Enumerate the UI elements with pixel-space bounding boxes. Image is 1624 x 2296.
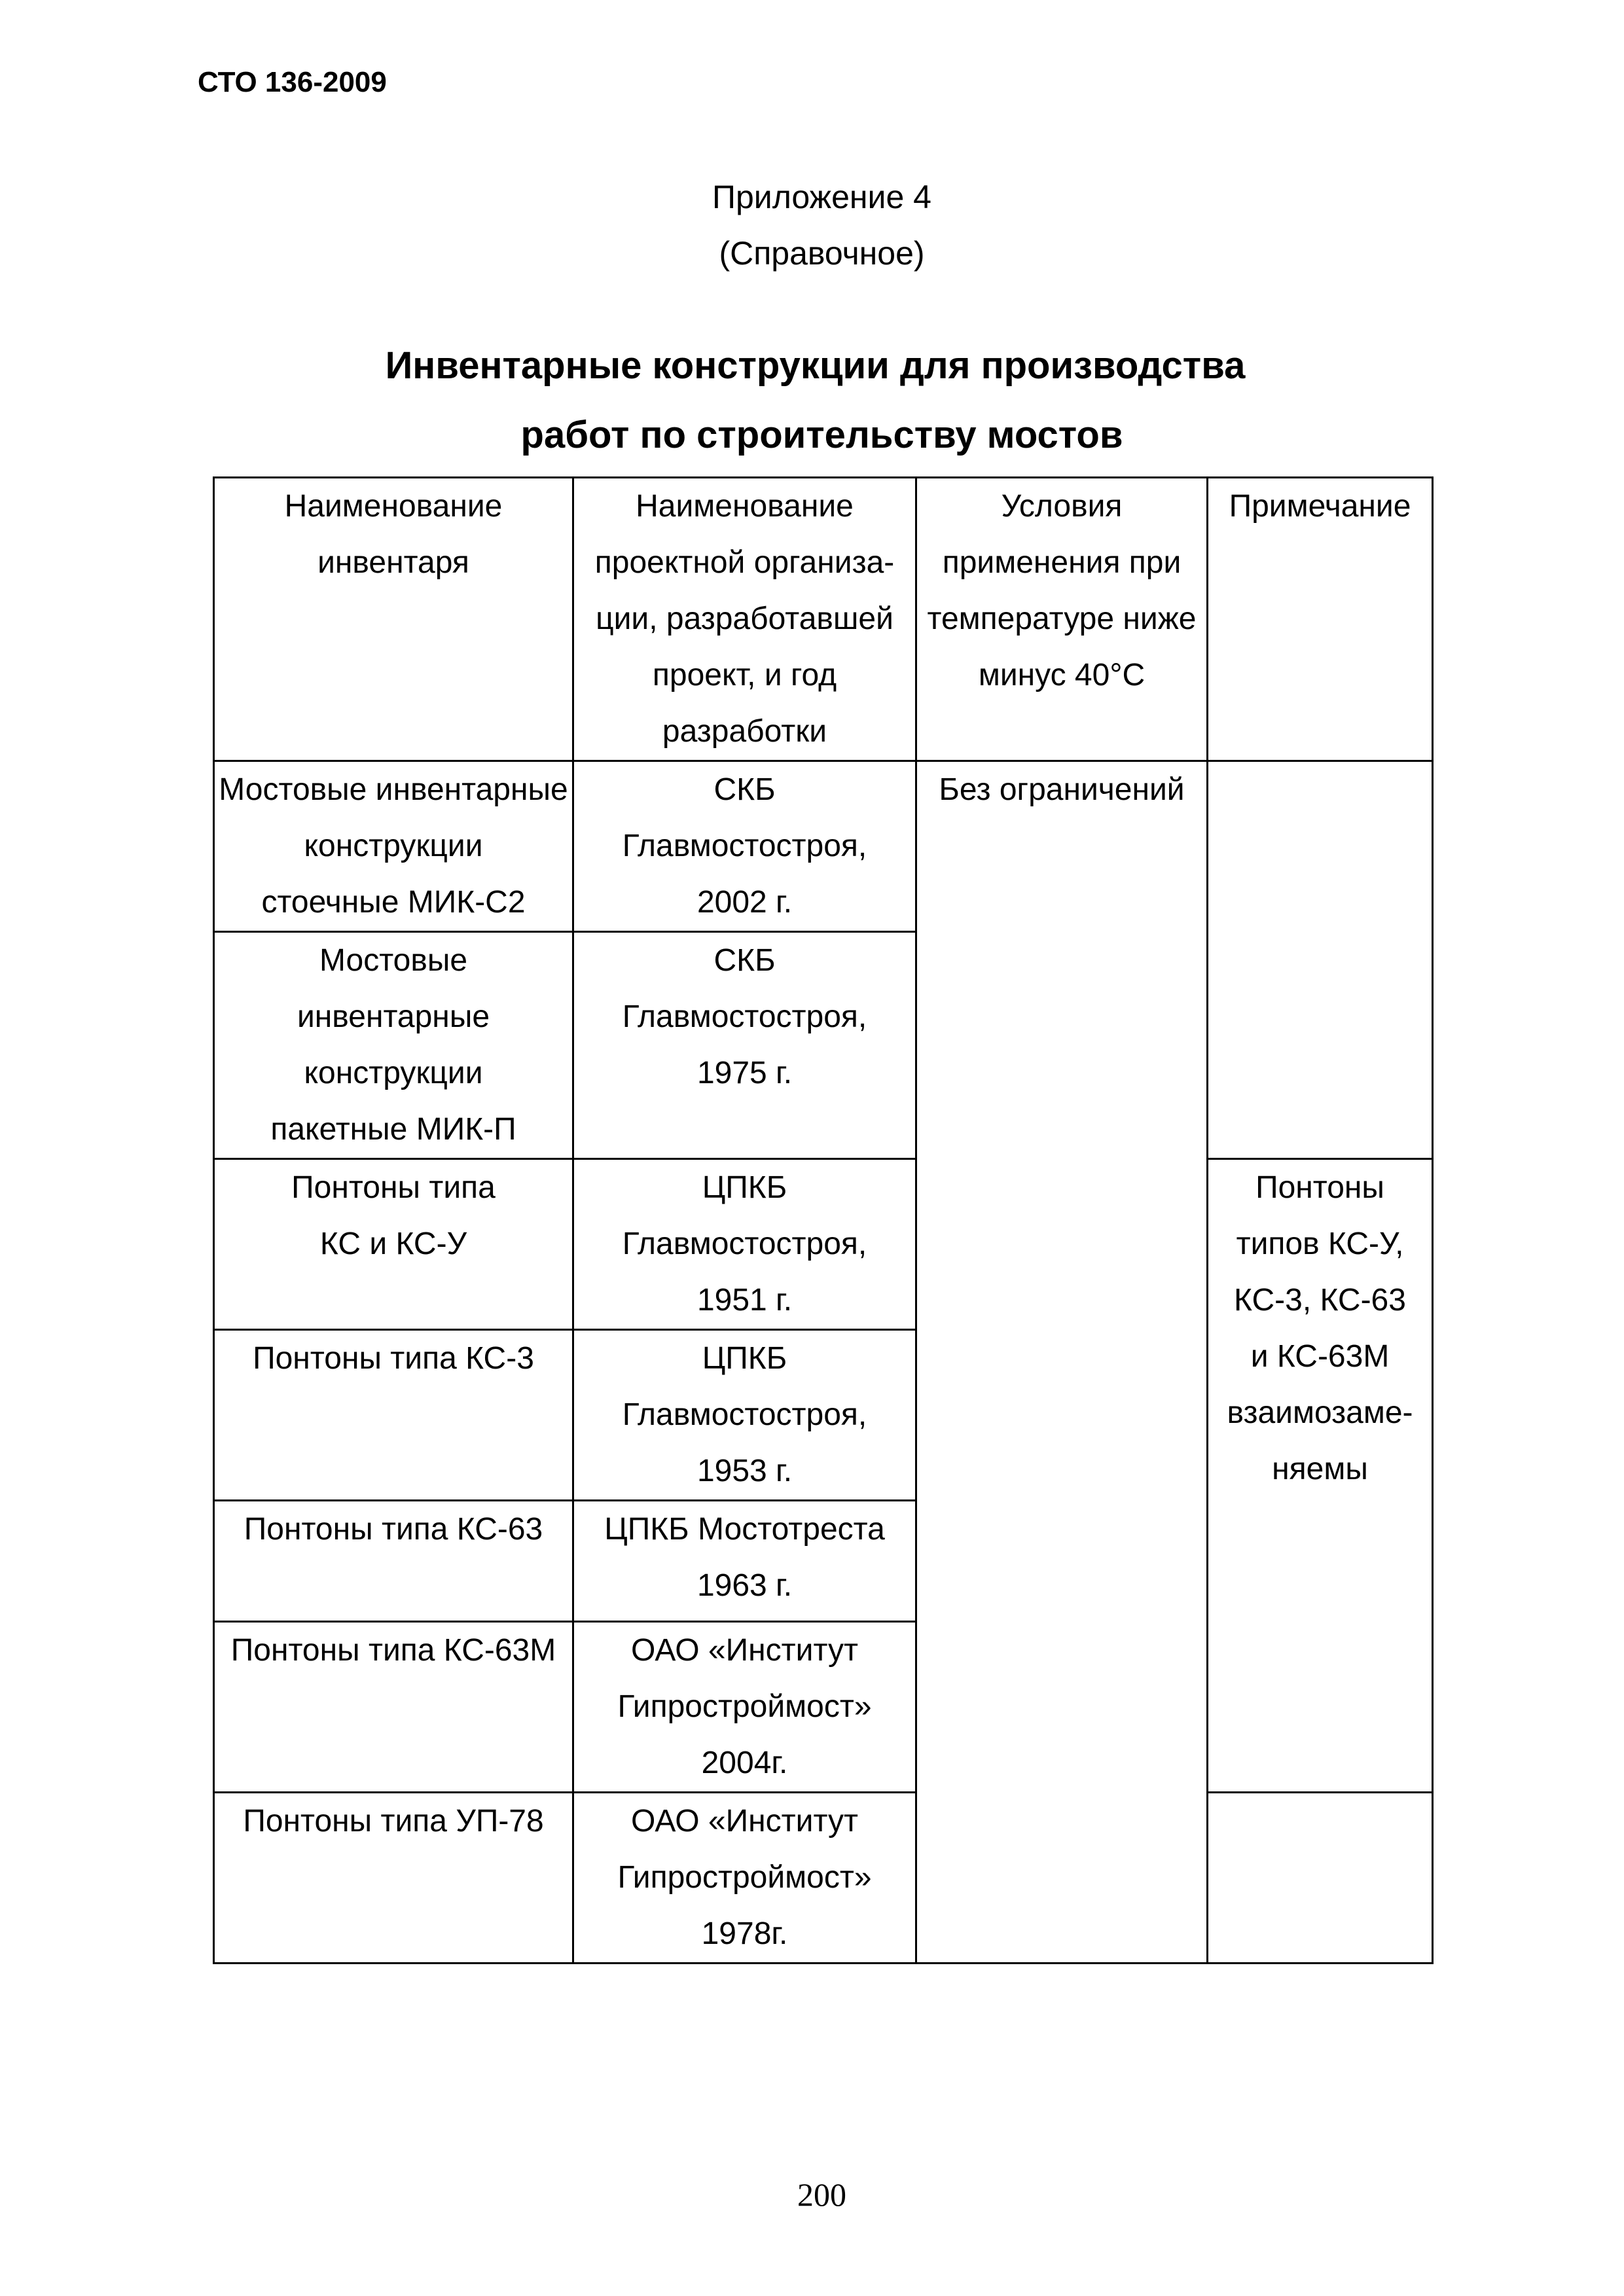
inventory-structures-table [213,476,1434,1964]
design-organization: СКБ Главмостостроя, 1975 г. [622,943,867,1090]
header-inventory-name-text: Наименование инвентаря [284,489,503,580]
design-organization: ЦПКБ Главмостостроя, 1953 г. [622,1341,867,1488]
header-conditions [916,478,1208,761]
table-row [214,1793,1433,1964]
header-note [1208,478,1433,761]
conditions-value: Без ограничений [939,772,1185,807]
inventory-name: Мостовые инвентарные конструкции пакетные МИК-П [270,943,516,1147]
inventory-name: Понтоны типа КС-63М [230,1633,556,1668]
design-organization: ЦПКБ Главмостостроя, 1951 г. [622,1170,867,1318]
cell-note-merged [1208,1159,1433,1793]
cell-inventory-name [214,1622,573,1793]
cell-design-organization [573,932,916,1159]
cell-inventory-name [214,1330,573,1501]
table-header-row [214,478,1433,761]
table-title-line-2: работ по строительству мостов [520,414,1123,456]
header-design-organization [573,478,916,761]
document-code: СТО 136-2009 [198,66,387,98]
cell-design-organization [573,1330,916,1501]
table-title-line-1: Инвентарные конструкции для производства [385,344,1246,387]
cell-note-empty-bottom [1208,1793,1433,1964]
cell-design-organization [573,1159,916,1330]
cell-design-organization [573,1501,916,1622]
header-note-text: Примечание [1229,489,1411,524]
inventory-name: Понтоны типа КС и КС-У [291,1170,496,1261]
cell-design-organization [573,1793,916,1964]
page-number: 200 [797,2176,846,2213]
cell-conditions-merged [916,761,1208,1964]
cell-inventory-name [214,1793,573,1964]
inventory-name: Понтоны типа КС-63 [244,1512,543,1547]
inventory-name: Понтоны типа УП-78 [243,1804,544,1839]
appendix-type: (Справочное) [719,235,925,272]
cell-inventory-name [214,1159,573,1330]
header-conditions-text: Условия применения при температуре ниже минус 40°С [927,489,1197,692]
header-inventory-name [214,478,573,761]
inventory-name: Мостовые инвентарные конструкции стоечные МИК-С2 [219,772,568,920]
table-row [214,1159,1433,1330]
cell-inventory-name [214,1501,573,1622]
inventory-name: Понтоны типа КС-3 [253,1341,534,1376]
design-organization: ОАО «Институт Гипростроймост» 1978г. [617,1804,872,1951]
design-organization: СКБ Главмостостроя, 2002 г. [622,772,867,920]
cell-inventory-name [214,761,573,932]
table-row [214,761,1433,932]
cell-note-empty-top [1208,761,1433,1159]
appendix-number: Приложение 4 [712,179,931,215]
note-value: Понтоны типов КС-У, КС-3, КС-63 и КС-63М взаимозаме- няемы [1227,1170,1413,1486]
header-design-organization-text: Наименование проектной организа- ции, разработавшей проект, и год разработки [594,489,895,749]
cell-design-organization [573,761,916,932]
design-organization: ОАО «Институт Гипростроймост» 2004г. [617,1633,872,1780]
cell-inventory-name [214,932,573,1159]
cell-design-organization [573,1622,916,1793]
design-organization: ЦПКБ Мостотреста 1963 г. [604,1512,885,1603]
